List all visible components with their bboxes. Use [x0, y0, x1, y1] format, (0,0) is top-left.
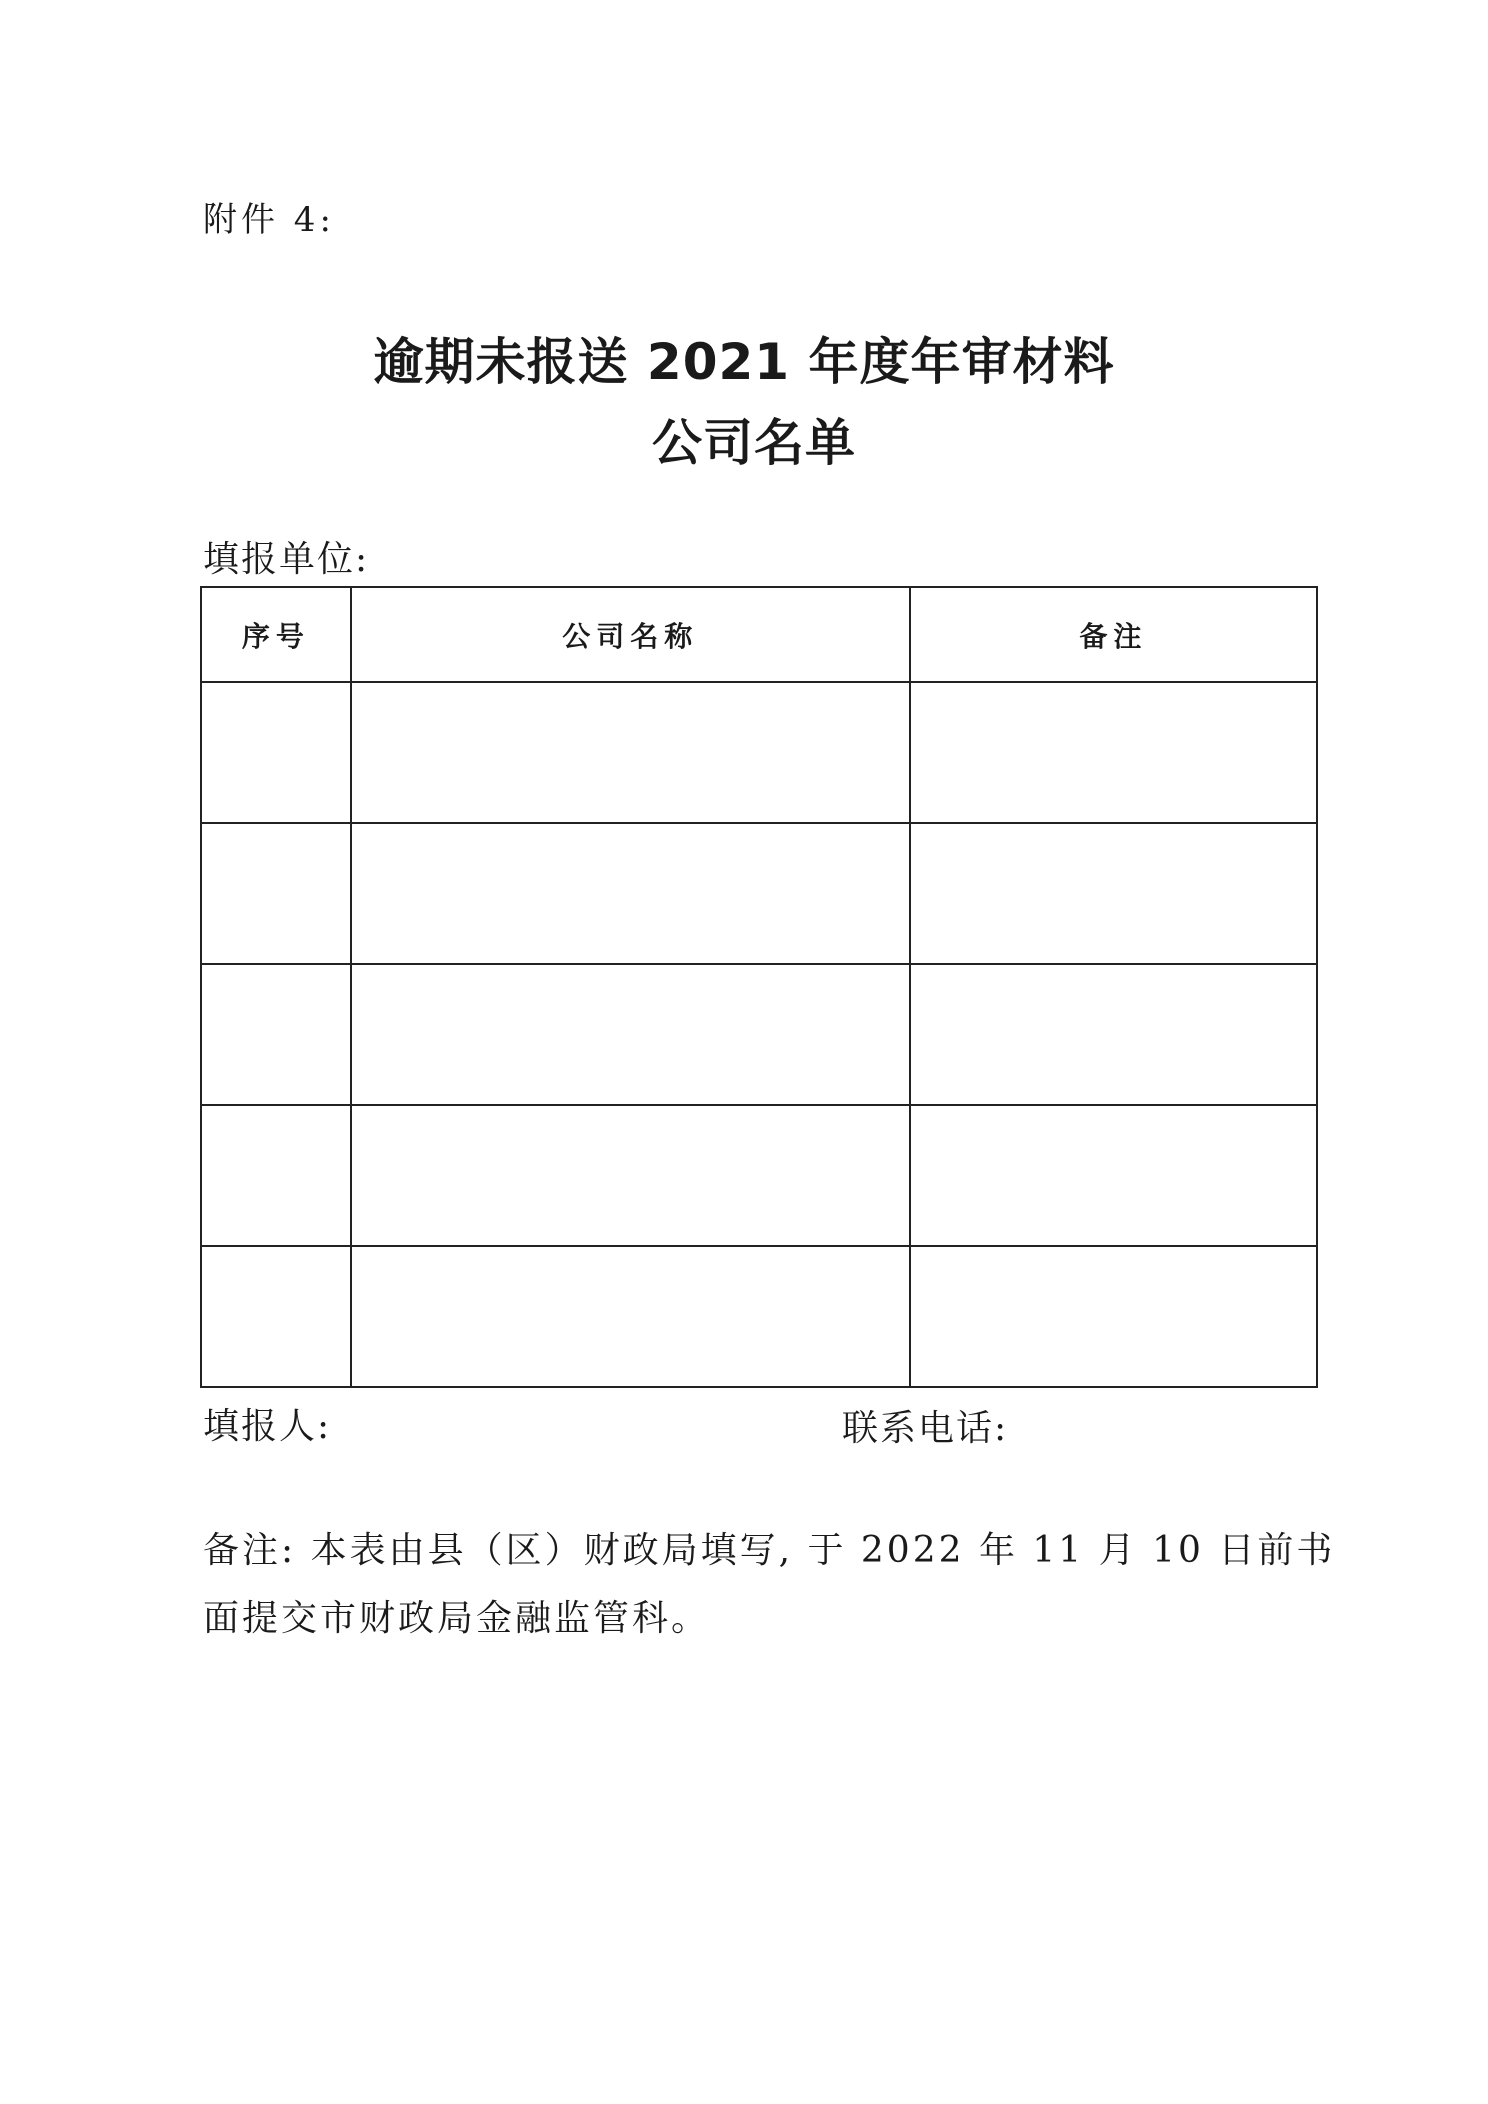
cell-company-name	[351, 823, 910, 964]
table-row	[201, 964, 1317, 1105]
cell-remarks	[910, 823, 1317, 964]
header-remarks: 备注	[910, 587, 1317, 682]
cell-company-name	[351, 964, 910, 1105]
fill-unit-label: 填报单位:	[203, 539, 370, 580]
table-row	[201, 1246, 1317, 1387]
cell-remarks	[910, 1105, 1317, 1246]
cell-remarks	[910, 964, 1317, 1105]
cell-serial	[201, 1105, 351, 1246]
remark-note-line-2: 面提交市财政局金融监管科。	[203, 1598, 711, 1639]
cell-company-name	[351, 682, 910, 823]
cell-serial	[201, 823, 351, 964]
table-row	[201, 823, 1317, 964]
cell-remarks	[910, 1246, 1317, 1387]
table-row	[201, 682, 1317, 823]
cell-serial	[201, 682, 351, 823]
filler-label: 填报人:	[203, 1406, 332, 1447]
header-company-name: 公司名称	[351, 587, 910, 682]
document-title: 逾期未报送 2021 年度年审材料	[373, 333, 1115, 391]
table-header-row	[201, 587, 1317, 682]
remark-note-line-1: 备注: 本表由县（区）财政局填写, 于 2022 年 11 月 10 日前书	[203, 1530, 1336, 1571]
cell-company-name	[351, 1105, 910, 1246]
cell-company-name	[351, 1246, 910, 1387]
contact-phone-label: 联系电话:	[842, 1408, 1009, 1449]
attachment-label: 附件 4:	[203, 200, 335, 240]
company-list-table	[200, 586, 1318, 1388]
document-subtitle: 公司名单	[652, 414, 856, 472]
header-serial-number: 序号	[201, 587, 351, 682]
cell-serial	[201, 964, 351, 1105]
cell-remarks	[910, 682, 1317, 823]
cell-serial	[201, 1246, 351, 1387]
table-row	[201, 1105, 1317, 1246]
